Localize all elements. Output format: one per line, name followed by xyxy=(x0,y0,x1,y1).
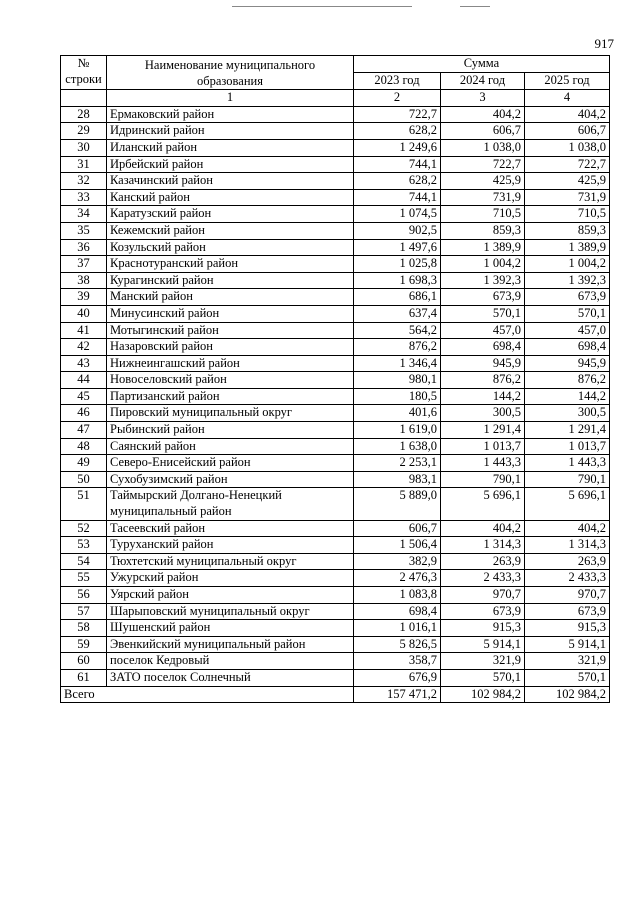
municipality-name: Назаровский район xyxy=(107,339,354,356)
value-2023: 401,6 xyxy=(353,405,440,422)
row-number: 47 xyxy=(61,422,107,439)
value-2025: 263,9 xyxy=(524,553,609,570)
row-number: 31 xyxy=(61,156,107,173)
table-row xyxy=(61,322,610,339)
value-2023: 980,1 xyxy=(353,372,440,389)
value-2023: 5 889,0 xyxy=(353,488,440,520)
header-row-1 xyxy=(61,56,610,73)
row-number: 49 xyxy=(61,455,107,472)
value-2025: 1 291,4 xyxy=(524,422,609,439)
table-row xyxy=(61,653,610,670)
value-2023: 564,2 xyxy=(353,322,440,339)
value-2024: 970,7 xyxy=(440,587,524,604)
value-2023: 1 083,8 xyxy=(353,587,440,604)
value-2024: 300,5 xyxy=(440,405,524,422)
municipality-name: Партизанский район xyxy=(107,388,354,405)
value-2025: 606,7 xyxy=(524,123,609,140)
row-number: 56 xyxy=(61,587,107,604)
value-2025: 1 443,3 xyxy=(524,455,609,472)
value-2024: 915,3 xyxy=(440,620,524,637)
value-2024: 404,2 xyxy=(440,106,524,123)
value-2024: 5 914,1 xyxy=(440,636,524,653)
budget-table xyxy=(60,55,610,703)
row-number: 36 xyxy=(61,239,107,256)
table-row xyxy=(61,272,610,289)
table-row xyxy=(61,422,610,439)
municipality-name: Шушенский район xyxy=(107,620,354,637)
value-2024: 790,1 xyxy=(440,471,524,488)
table-row xyxy=(61,189,610,206)
header-year-2024: 2024 год xyxy=(440,73,524,90)
row-number: 61 xyxy=(61,669,107,686)
value-2024: 710,5 xyxy=(440,206,524,223)
municipality-name: Уярский район xyxy=(107,587,354,604)
value-2025: 404,2 xyxy=(524,106,609,123)
municipality-name: Туруханский район xyxy=(107,537,354,554)
value-2023: 1 638,0 xyxy=(353,438,440,455)
row-number: 54 xyxy=(61,553,107,570)
value-2023: 382,9 xyxy=(353,553,440,570)
top-rule-left xyxy=(232,6,412,7)
value-2024: 945,9 xyxy=(440,355,524,372)
value-2025: 722,7 xyxy=(524,156,609,173)
table-row xyxy=(61,587,610,604)
row-number: 43 xyxy=(61,355,107,372)
table-row xyxy=(61,372,610,389)
value-2024: 1 004,2 xyxy=(440,256,524,273)
table-row xyxy=(61,355,610,372)
value-2025: 2 433,3 xyxy=(524,570,609,587)
row-number: 32 xyxy=(61,173,107,190)
table-row xyxy=(61,239,610,256)
value-2024: 859,3 xyxy=(440,222,524,239)
value-2023: 983,1 xyxy=(353,471,440,488)
row-number: 50 xyxy=(61,471,107,488)
table-row xyxy=(61,570,610,587)
value-2023: 358,7 xyxy=(353,653,440,670)
municipality-name: Иланский район xyxy=(107,139,354,156)
value-2025: 876,2 xyxy=(524,372,609,389)
value-2024: 1 443,3 xyxy=(440,455,524,472)
row-number: 33 xyxy=(61,189,107,206)
value-2023: 1 249,6 xyxy=(353,139,440,156)
value-2023: 5 826,5 xyxy=(353,636,440,653)
municipality-name: Минусинский район xyxy=(107,305,354,322)
municipality-name: Тасеевский район xyxy=(107,520,354,537)
table-row xyxy=(61,620,610,637)
header-name: Наименование муниципального образования xyxy=(107,56,354,90)
value-2023: 180,5 xyxy=(353,388,440,405)
value-2024: 876,2 xyxy=(440,372,524,389)
municipality-name: Курагинский район xyxy=(107,272,354,289)
value-2025: 945,9 xyxy=(524,355,609,372)
total-label: Всего xyxy=(61,686,354,703)
value-2024: 698,4 xyxy=(440,339,524,356)
municipality-name: Козульский район xyxy=(107,239,354,256)
value-2023: 628,2 xyxy=(353,123,440,140)
row-number: 41 xyxy=(61,322,107,339)
row-number: 60 xyxy=(61,653,107,670)
municipality-name: Идринский район xyxy=(107,123,354,140)
row-number: 39 xyxy=(61,289,107,306)
row-number: 34 xyxy=(61,206,107,223)
header-year-2025: 2025 год xyxy=(524,73,609,90)
municipality-name: Саянский район xyxy=(107,438,354,455)
table-row xyxy=(61,305,610,322)
row-number: 58 xyxy=(61,620,107,637)
row-number: 51 xyxy=(61,488,107,520)
table-row xyxy=(61,106,610,123)
table-row xyxy=(61,173,610,190)
municipality-name: ЗАТО поселок Солнечный xyxy=(107,669,354,686)
total-2025: 102 984,2 xyxy=(524,686,609,703)
value-2024: 570,1 xyxy=(440,305,524,322)
value-2023: 876,2 xyxy=(353,339,440,356)
value-2023: 686,1 xyxy=(353,289,440,306)
row-number: 35 xyxy=(61,222,107,239)
row-number: 29 xyxy=(61,123,107,140)
row-number: 53 xyxy=(61,537,107,554)
value-2024: 404,2 xyxy=(440,520,524,537)
row-number: 55 xyxy=(61,570,107,587)
municipality-name: Пировский муниципальный округ xyxy=(107,405,354,422)
value-2025: 570,1 xyxy=(524,669,609,686)
value-2024: 731,9 xyxy=(440,189,524,206)
row-number: 45 xyxy=(61,388,107,405)
value-2025: 859,3 xyxy=(524,222,609,239)
table-row xyxy=(61,339,610,356)
row-number: 46 xyxy=(61,405,107,422)
value-2024: 673,9 xyxy=(440,603,524,620)
value-2023: 676,9 xyxy=(353,669,440,686)
value-2023: 744,1 xyxy=(353,156,440,173)
col-number-2: 2 xyxy=(353,90,440,107)
value-2024: 1 013,7 xyxy=(440,438,524,455)
value-2023: 1 025,8 xyxy=(353,256,440,273)
table-row xyxy=(61,537,610,554)
table-row xyxy=(61,438,610,455)
municipality-name: Тюхтетский муниципальный округ xyxy=(107,553,354,570)
value-2023: 1 619,0 xyxy=(353,422,440,439)
value-2023: 744,1 xyxy=(353,189,440,206)
value-2024: 570,1 xyxy=(440,669,524,686)
value-2024: 5 696,1 xyxy=(440,488,524,520)
table-row xyxy=(61,636,610,653)
table-row xyxy=(61,488,610,520)
municipality-name: Ирбейский район xyxy=(107,156,354,173)
municipality-name: Манский район xyxy=(107,289,354,306)
value-2025: 1 389,9 xyxy=(524,239,609,256)
value-2024: 425,9 xyxy=(440,173,524,190)
value-2025: 915,3 xyxy=(524,620,609,637)
value-2024: 144,2 xyxy=(440,388,524,405)
table-row xyxy=(61,471,610,488)
value-2025: 673,9 xyxy=(524,289,609,306)
value-2025: 1 038,0 xyxy=(524,139,609,156)
value-2025: 425,9 xyxy=(524,173,609,190)
municipality-name: поселок Кедровый xyxy=(107,653,354,670)
value-2024: 2 433,3 xyxy=(440,570,524,587)
municipality-name: Каратузский район xyxy=(107,206,354,223)
value-2023: 1 698,3 xyxy=(353,272,440,289)
value-2023: 2 253,1 xyxy=(353,455,440,472)
row-number: 40 xyxy=(61,305,107,322)
row-number: 57 xyxy=(61,603,107,620)
value-2023: 628,2 xyxy=(353,173,440,190)
table-row xyxy=(61,123,610,140)
value-2025: 5 914,1 xyxy=(524,636,609,653)
header-row-3 xyxy=(61,90,610,107)
value-2025: 5 696,1 xyxy=(524,488,609,520)
col-number-1-left xyxy=(61,90,107,107)
page-number: 917 xyxy=(594,36,614,51)
header-no xyxy=(61,56,107,90)
top-rule-right xyxy=(460,6,490,7)
row-number: 44 xyxy=(61,372,107,389)
value-2024: 1 038,0 xyxy=(440,139,524,156)
header-sum: Сумма xyxy=(353,56,609,73)
value-2024: 673,9 xyxy=(440,289,524,306)
value-2024: 1 314,3 xyxy=(440,537,524,554)
header-no-text: строки xyxy=(65,71,102,86)
value-2023: 1 074,5 xyxy=(353,206,440,223)
row-number: 30 xyxy=(61,139,107,156)
value-2023: 1 506,4 xyxy=(353,537,440,554)
value-2023: 902,5 xyxy=(353,222,440,239)
col-number-3: 3 xyxy=(440,90,524,107)
table-row xyxy=(61,222,610,239)
value-2024: 1 392,3 xyxy=(440,272,524,289)
value-2023: 2 476,3 xyxy=(353,570,440,587)
table-row xyxy=(61,388,610,405)
value-2024: 1 389,9 xyxy=(440,239,524,256)
row-number: 42 xyxy=(61,339,107,356)
municipality-name: Казачинский район xyxy=(107,173,354,190)
row-number: 48 xyxy=(61,438,107,455)
value-2024: 606,7 xyxy=(440,123,524,140)
value-2024: 1 291,4 xyxy=(440,422,524,439)
table-row xyxy=(61,256,610,273)
value-2023: 1 497,6 xyxy=(353,239,440,256)
value-2025: 731,9 xyxy=(524,189,609,206)
value-2025: 710,5 xyxy=(524,206,609,223)
table-row xyxy=(61,520,610,537)
table-row xyxy=(61,603,610,620)
header-no-symbol: № xyxy=(77,56,90,70)
value-2023: 698,4 xyxy=(353,603,440,620)
value-2025: 698,4 xyxy=(524,339,609,356)
total-row xyxy=(61,686,610,703)
row-number: 28 xyxy=(61,106,107,123)
value-2025: 321,9 xyxy=(524,653,609,670)
row-number: 59 xyxy=(61,636,107,653)
municipality-name: Шарыповский муниципальный округ xyxy=(107,603,354,620)
municipality-name: Сухобузимский район xyxy=(107,471,354,488)
value-2024: 457,0 xyxy=(440,322,524,339)
municipality-name: Кежемский район xyxy=(107,222,354,239)
municipality-name: Ужурский район xyxy=(107,570,354,587)
table-row xyxy=(61,156,610,173)
value-2025: 457,0 xyxy=(524,322,609,339)
municipality-name: Мотыгинский район xyxy=(107,322,354,339)
value-2025: 1 013,7 xyxy=(524,438,609,455)
municipality-name: Ермаковский район xyxy=(107,106,354,123)
municipality-name: Канский район xyxy=(107,189,354,206)
value-2023: 1 346,4 xyxy=(353,355,440,372)
value-2025: 1 314,3 xyxy=(524,537,609,554)
value-2023: 606,7 xyxy=(353,520,440,537)
table-row xyxy=(61,206,610,223)
row-number: 52 xyxy=(61,520,107,537)
value-2025: 970,7 xyxy=(524,587,609,604)
value-2025: 570,1 xyxy=(524,305,609,322)
value-2024: 263,9 xyxy=(440,553,524,570)
municipality-name: Рыбинский район xyxy=(107,422,354,439)
value-2023: 1 016,1 xyxy=(353,620,440,637)
value-2024: 321,9 xyxy=(440,653,524,670)
value-2023: 722,7 xyxy=(353,106,440,123)
value-2025: 790,1 xyxy=(524,471,609,488)
table-row xyxy=(61,289,610,306)
total-2024: 102 984,2 xyxy=(440,686,524,703)
table-row xyxy=(61,669,610,686)
municipality-name: Эвенкийский муниципальный район xyxy=(107,636,354,653)
value-2025: 404,2 xyxy=(524,520,609,537)
row-number: 38 xyxy=(61,272,107,289)
table-row xyxy=(61,139,610,156)
value-2025: 1 004,2 xyxy=(524,256,609,273)
value-2025: 144,2 xyxy=(524,388,609,405)
col-number-4: 4 xyxy=(524,90,609,107)
table-row xyxy=(61,455,610,472)
value-2025: 673,9 xyxy=(524,603,609,620)
municipality-name: Таймырский Долгано-Ненецкий муниципальный район xyxy=(107,488,354,520)
municipality-name: Краснотуранский район xyxy=(107,256,354,273)
table-row xyxy=(61,553,610,570)
municipality-name: Северо-Енисейский район xyxy=(107,455,354,472)
municipality-name: Нижнеингашский район xyxy=(107,355,354,372)
value-2023: 637,4 xyxy=(353,305,440,322)
total-2023: 157 471,2 xyxy=(353,686,440,703)
value-2025: 300,5 xyxy=(524,405,609,422)
header-year-2023: 2023 год xyxy=(353,73,440,90)
value-2025: 1 392,3 xyxy=(524,272,609,289)
table-row xyxy=(61,405,610,422)
col-number-1: 1 xyxy=(107,90,354,107)
row-number: 37 xyxy=(61,256,107,273)
value-2024: 722,7 xyxy=(440,156,524,173)
municipality-name: Новоселовский район xyxy=(107,372,354,389)
